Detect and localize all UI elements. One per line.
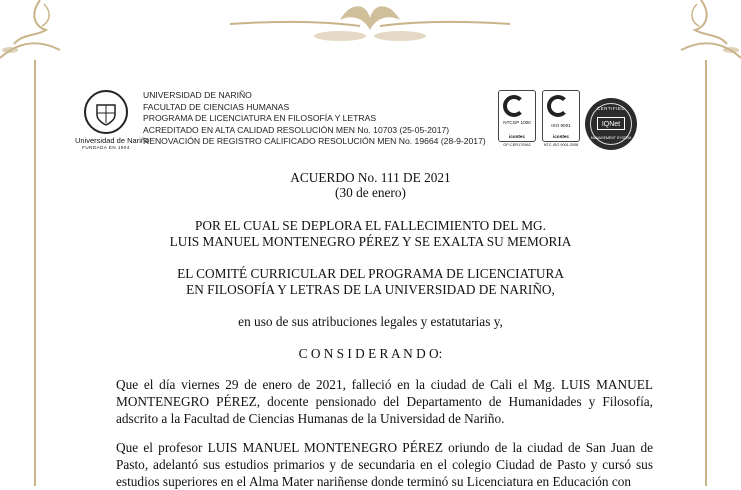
title-line: LUIS MANUEL MONTENEGRO PÉREZ Y SE EXALTA SU MEMORIA [169,234,572,249]
institution-info [143,90,486,148]
acuerdo-date: (30 de enero) [335,185,406,200]
logo-founded: FUNDADA EN 1904 [82,145,130,150]
top-left-ornament [0,0,90,70]
considerando-heading: C O N S I D E R A N D O: [298,346,443,361]
ntcgp-certification-badge: NTCGP 1000 icontec GP-CER170962 [498,90,536,150]
letterhead [75,88,675,168]
institution-line: UNIVERSIDAD DE NARIÑO [143,90,252,100]
top-right-ornament [651,0,741,70]
university-crest-icon [84,90,128,134]
committee-line: EL COMITÉ CURRICULAR DEL PROGRAMA DE LICENCIATURA [177,266,564,281]
iso-certification-badge: ISO 9001 icontec NTC-ISO 9001:2008 [542,90,580,150]
logo-university-name: Universidad de Nariño [75,136,150,145]
paragraph: Que el día viernes 29 de enero de 2021, falleció en la ciudad de Cali el Mg. LUIS MANUEL MONTENEGRO PÉREZ, docente pensionado del Departamento de Humanidades y Filosofía, adscrito a la Facultad de Ciencias Humanas de la Universidad de Nariño. [116,377,653,426]
powers-text: en uso de sus atribuciones legales y estatutarias y, [238,314,503,329]
institution-line: FACULTAD DE CIENCIAS HUMANAS [143,101,290,112]
icontec-logo-icon [503,95,525,117]
top-center-ornament [230,0,510,50]
institution-line: PROGRAMA DE LICENCIATURA EN FILOSOFÍA Y LETRAS [143,113,377,124]
title-line: POR EL CUAL SE DEPLORA EL FALLECIMIENTO DEL MG. [194,218,546,233]
paragraph: Que el profesor LUIS MANUEL MONTENEGRO PÉREZ oriundo de la ciudad de San Juan de Pasto, adelantó sus estudios primarios y de secundaria en el colegio Ciudad de Pasto y cursó sus estudios superiores en el Alma Mater nariñense donde terminó su Licenciatura en Educación con [116,440,653,489]
committee-line: EN FILOSOFÍA Y LETRAS DE LA UNIVERSIDAD DE NARIÑO, [186,282,555,297]
institution-line: RENOVACIÓN DE REGISTRO CALIFICADO RESOLUCIÓN MEN No. 19664 (28-9-2017) [143,136,486,147]
institution-line: ACREDITADO EN ALTA CALIDAD RESOLUCIÓN MEN No. 10703 (25-05-2017) [143,124,450,135]
icontec-logo-icon [547,95,569,117]
acuerdo-number: ACUERDO No. 111 DE 2021 [290,170,451,185]
university-logo [75,88,150,150]
iqnet-seal: CERTIFIED IQNet MANAGEMENT SYSTEM [585,98,637,150]
